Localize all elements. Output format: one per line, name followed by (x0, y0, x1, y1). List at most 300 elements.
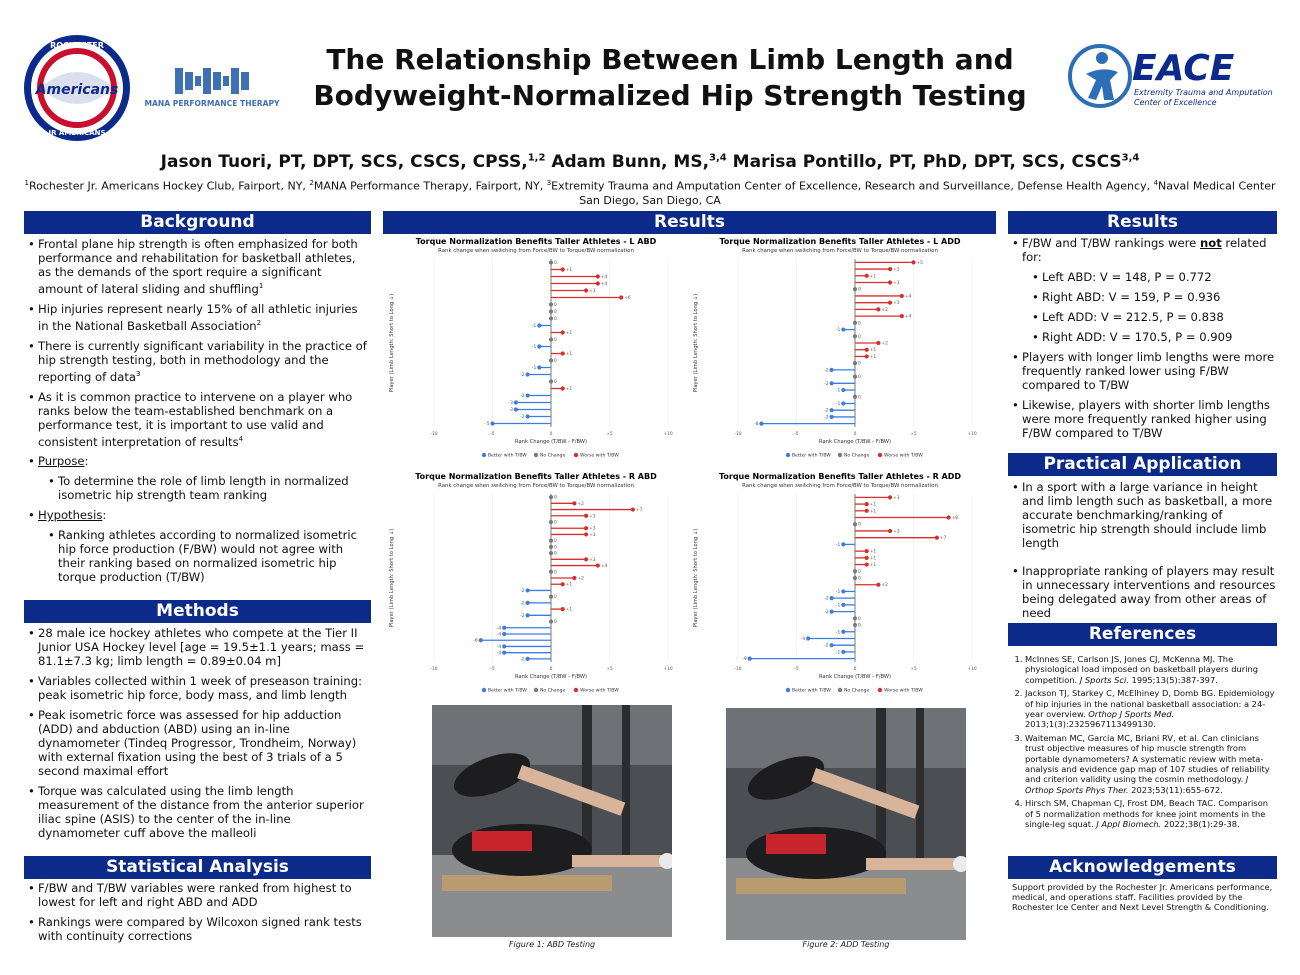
rank-change-label: +2 (577, 501, 584, 507)
reference-3-cite: 2023;53(11):655-672. (1128, 784, 1223, 795)
rank-change-label: -1 (531, 345, 537, 350)
eace-logo-line1: Extremity Trauma and Amputation (1134, 88, 1273, 97)
rank-change-point (561, 386, 565, 390)
rank-change-point (514, 407, 518, 411)
legend-swatch (878, 688, 882, 692)
x-tick-label: -10 (430, 432, 438, 437)
x-tick-label: -10 (734, 667, 742, 672)
legend-swatch (838, 688, 842, 692)
rank-change-point (830, 381, 834, 385)
rank-change-point (549, 337, 553, 341)
chart-title: Torque Normalization Benefits Taller Athletes - R ADD (718, 472, 962, 481)
rank-change-point (947, 515, 951, 519)
chart-subtitle: Rank change when switching from Force/BW to Torque/BW normalization (742, 483, 938, 489)
rank-change-point (572, 576, 576, 580)
rank-change-point (549, 316, 553, 320)
reference-4-body: Hirsch SM, Chapman CJ, Frost DM, Beach TAC. Comparison of 5 normalization methods for knee joint moments in the single-leg squat. (1025, 798, 1268, 830)
rank-change-label: +1 (869, 556, 877, 562)
methods-section (28, 626, 368, 846)
rank-change-point (526, 601, 530, 605)
chart-l-add (690, 235, 990, 465)
rank-change-point (596, 563, 600, 567)
rank-change-label: 0 (858, 576, 861, 582)
authors (0, 152, 1300, 172)
chart-subtitle: Rank change when switching from Force/BW to Torque/BW normalization (438, 483, 634, 489)
rank-change-point (853, 569, 857, 573)
background-point-4-text: As it is common practice to intervene on a player who ranks below the team-established benchmark on a performance test, it is important to use valid and consistent interpretation of results (38, 389, 353, 449)
chart-title: Torque Normalization Benefits Taller Athletes - L ADD (719, 237, 961, 246)
rank-change-point (876, 307, 880, 311)
rochester-logo-top: ROCHESTER (50, 41, 104, 50)
reference-3-body: Waiteman MC, Garcia MC, Briani RV, et al. Can clinicians trust objective measures of hip muscle strength from portable dynamometers? A systematic review with meta-analysis and evidence gap map of 107 studies of reliability and criterion validity using the cosmin methodology. (1025, 732, 1270, 785)
rank-change-point (841, 589, 845, 593)
purpose-item: • To determine the role of limb length in normalized isometric hip strength team ranking (48, 474, 368, 502)
rank-change-label: -4 (496, 644, 502, 650)
title-line-2: Bodyweight-Normalized Hip Strength Testing (313, 79, 1027, 112)
rank-change-label: +2 (881, 583, 888, 589)
rank-change-point (841, 401, 845, 405)
rank-change-label: +1 (565, 387, 573, 392)
references-section (1010, 654, 1278, 833)
results-center-heading: Results (383, 211, 996, 234)
rank-change-label: 0 (554, 570, 557, 576)
rank-change-point (888, 267, 892, 271)
rank-change-label: 0 (858, 321, 861, 327)
rank-change-label: 0 (554, 545, 557, 551)
rank-change-label: +6 (624, 296, 631, 301)
rank-change-label: +1 (869, 563, 877, 569)
rank-change-point (935, 536, 939, 540)
methods-point-4: • Torque was calculated using the limb length measurement of the distance from the anterior superior iliac spine (ASIS) to the center of the in-line dynamometer cuff above the malleoli (28, 784, 368, 840)
rank-change-label: +3 (893, 267, 900, 273)
rank-change-point (502, 651, 506, 655)
rank-change-label: 0 (554, 495, 557, 501)
author-2-affil: 3,4 (709, 152, 727, 164)
background-point-3 (28, 339, 368, 384)
rank-change-label: +1 (869, 354, 877, 360)
x-tick-label: -5 (794, 432, 799, 437)
rank-change-label: -2 (824, 610, 829, 616)
rank-change-point (888, 301, 892, 305)
x-axis-label: Rank Change (T/BW - F/BW) (515, 439, 587, 445)
rank-change-label: +1 (869, 509, 877, 515)
rank-change-point (584, 532, 588, 536)
rank-change-label: +7 (635, 508, 643, 514)
x-axis-label: Rank Change (T/BW - F/BW) (819, 439, 891, 445)
chart-title: Torque Normalization Benefits Taller Athletes - R ABD (415, 472, 657, 481)
hypothesis-label-item: • Hypothesis: (28, 508, 368, 522)
rank-change-point (853, 522, 857, 526)
rank-change-label: +1 (565, 331, 573, 336)
rank-change-label: -1 (835, 630, 841, 636)
rank-change-point (748, 657, 752, 661)
reference-3-journal: J Orthop Sports Phys Ther. (1025, 774, 1249, 795)
background-point-4-cite: 4 (238, 434, 244, 443)
rank-change-point (537, 344, 541, 348)
x-axis-label: Rank Change (T/BW - F/BW) (515, 674, 587, 680)
rank-change-label: 0 (858, 375, 861, 381)
chart-r-add (690, 470, 990, 700)
rank-change-point (830, 408, 834, 412)
chart-l-abd (386, 235, 686, 465)
rank-change-label: -2 (520, 613, 525, 619)
rank-change-point (841, 542, 845, 546)
rank-change-label: -1 (835, 589, 841, 595)
reference-4-journal: J Appl Biomech. (1096, 819, 1162, 830)
reference-3 (1025, 733, 1278, 795)
rank-change-point (759, 422, 763, 426)
rank-change-label: 0 (554, 551, 557, 557)
rank-change-point (502, 626, 506, 630)
reference-2-cite: 2013;1(3):2325967113499130. (1025, 719, 1156, 730)
rank-change-label: -1 (835, 401, 841, 407)
rank-change-point (502, 632, 506, 636)
rank-change-label: 0 (858, 361, 861, 367)
mana-logo-text: MANA PERFORMANCE THERAPY (144, 99, 280, 108)
rank-change-label: -3 (508, 401, 513, 406)
rochester-logo-bottom: JR AMERICANS (48, 129, 106, 137)
rank-change-point (549, 260, 553, 264)
rank-change-label: 0 (858, 616, 861, 622)
affiliation-4: Naval Medical Center San Diego, San Diego, CA (579, 179, 1276, 207)
affiliations (20, 176, 1280, 208)
title-line-1: The Relationship Between Limb Length and (326, 43, 1014, 76)
rank-change-point (549, 539, 553, 543)
background-point-4 (28, 390, 368, 449)
rank-change-label: +4 (600, 275, 608, 280)
rank-change-point (888, 495, 892, 499)
rank-change-point (561, 582, 565, 586)
rank-change-label: -2 (824, 596, 829, 602)
practical-section (1012, 480, 1278, 626)
rank-change-point (830, 643, 834, 647)
x-tick-label: 0 (853, 432, 857, 437)
purpose-label: Purpose (38, 454, 85, 469)
rank-change-label: 0 (554, 595, 557, 601)
reference-4-cite: 2022;38(1):29-38. (1161, 819, 1240, 830)
rank-change-label: -2 (824, 415, 829, 421)
rank-change-label: +3 (893, 495, 900, 501)
figure-1-caption: Figure 1: ABD Testing (508, 940, 596, 949)
x-tick-label: -10 (430, 667, 438, 672)
rank-change-label: +1 (869, 348, 877, 354)
rank-change-point (841, 630, 845, 634)
rank-change-point (841, 603, 845, 607)
rank-change-point (526, 414, 530, 418)
rank-change-label: 0 (858, 334, 861, 340)
methods-heading: Methods (24, 600, 371, 623)
result-right-add: • Right ADD: V = 170.5, P = 0.909 (1032, 330, 1278, 344)
rank-change-label: -2 (824, 381, 829, 387)
rank-change-point (631, 507, 635, 511)
rank-change-label: 0 (554, 520, 557, 526)
rank-change-label: -4 (496, 651, 502, 657)
rank-change-label: 0 (858, 522, 861, 528)
rank-change-point (561, 351, 565, 355)
x-tick-label: -10 (734, 432, 742, 437)
legend-swatch (482, 688, 486, 692)
rank-change-label: -2 (520, 415, 525, 420)
background-point-2 (28, 302, 368, 333)
legend-label: Worse with T/BW (884, 453, 923, 459)
background-point-1 (28, 237, 368, 296)
affiliation-2: MANA Performance Therapy, Fairport, NY, (313, 179, 547, 193)
rank-change-point (865, 556, 869, 560)
legend-swatch (534, 688, 538, 692)
rank-change-label: +3 (589, 514, 596, 520)
result-left-add: • Left ADD: V = 212.5, P = 0.838 (1032, 310, 1278, 324)
rank-change-point (537, 365, 541, 369)
rank-change-point (584, 557, 588, 561)
y-axis-label: Player (Limb Length: Short to Long ↓) (693, 293, 699, 393)
rank-change-label: -1 (835, 542, 841, 548)
rank-change-point (561, 330, 565, 334)
rank-change-point (549, 551, 553, 555)
rank-change-point (619, 295, 623, 299)
reference-2-body: Jackson TJ, Starkey C, McElhiney D, Domb BG. Epidemiology of hip injuries in the national basketball association: a 24-year overview. (1025, 688, 1275, 720)
rank-change-point (865, 502, 869, 506)
eace-logo-word: EACE (1132, 48, 1235, 89)
rank-change-label: -2 (824, 368, 829, 374)
affiliation-3: Extremity Trauma and Amputation Center of Excellence, Research and Surveillance, Defense Health Agency, (551, 179, 1154, 193)
rank-change-label: +3 (893, 529, 900, 535)
references-heading: References (1008, 623, 1277, 646)
x-tick-label: 0 (853, 667, 857, 672)
rank-change-label: +4 (600, 564, 608, 570)
rank-change-label: 0 (554, 338, 557, 343)
practical-heading: Practical Application (1008, 453, 1277, 476)
x-tick-label: +5 (606, 432, 613, 437)
legend-label: Worse with T/BW (580, 688, 619, 694)
mana-logo (140, 62, 285, 112)
rank-change-label: 0 (554, 317, 557, 322)
legend-label: Better with T/BW (792, 688, 831, 694)
rank-change-label: +8 (951, 516, 959, 522)
rank-change-point (888, 529, 892, 533)
results-point-1-post: related for: (1022, 236, 1267, 264)
rank-change-point (841, 388, 845, 392)
practical-point-1: • In a sport with a large variance in height and limb length such as basketball, a more accurate benchmarking/ranking of isometric hip strength should include limb length (1012, 480, 1278, 550)
rank-change-label: +1 (565, 352, 573, 357)
rank-change-label: +2 (881, 307, 888, 313)
x-tick-label: +10 (663, 667, 673, 672)
rank-change-point (900, 294, 904, 298)
rank-change-label: +1 (869, 549, 877, 555)
rank-change-point (865, 274, 869, 278)
affil-sup-1: 1 (24, 179, 29, 187)
rank-change-label: 0 (554, 261, 557, 266)
chart-svg (690, 235, 990, 465)
affil-sup-2: 2 (309, 179, 314, 187)
reference-1-cite: 1995;13(5):387-397. (1128, 674, 1218, 685)
x-axis-label: Rank Change (T/BW - F/BW) (819, 674, 891, 680)
rank-change-label: +3 (589, 532, 596, 538)
rank-change-label: -8 (754, 422, 759, 428)
background-point-3-cite: 3 (136, 369, 141, 378)
author-2: Adam Bunn, MS, (545, 152, 710, 172)
rank-change-label: -2 (520, 588, 525, 594)
legend-label: Worse with T/BW (580, 453, 619, 459)
rank-change-label: 0 (554, 620, 557, 626)
y-axis-label: Player (Limb Length: Short to Long ↓) (693, 528, 699, 628)
rank-change-label: 0 (858, 569, 861, 575)
background-section (28, 237, 368, 590)
rank-change-point (549, 545, 553, 549)
rank-change-point (853, 395, 857, 399)
results-point-1-not: not (1199, 236, 1222, 250)
rank-change-point (549, 309, 553, 313)
legend-swatch (574, 688, 578, 692)
legend-swatch (574, 453, 578, 457)
stats-point-1: • F/BW and T/BW variables were ranked from highest to lowest for left and right ABD and ADD (28, 881, 368, 909)
rank-change-label: 0 (554, 359, 557, 364)
practical-point-2: • Inappropriate ranking of players may result in unnecessary interventions and resources being delegated away from other areas of need (1012, 564, 1278, 620)
rank-change-point (572, 501, 576, 505)
rank-change-label: -4 (496, 632, 502, 638)
reference-4 (1025, 798, 1278, 829)
rank-change-label: -2 (520, 394, 525, 399)
rank-change-label: -4 (800, 636, 806, 642)
rank-change-point (830, 415, 834, 419)
chart-subtitle: Rank change when switching from Force/BW to Torque/BW normalization (742, 248, 938, 254)
rank-change-label: -3 (508, 408, 513, 413)
figure-2-caption: Figure 2: ADD Testing (802, 940, 890, 949)
results-point-1 (1012, 236, 1278, 264)
rank-change-point (549, 495, 553, 499)
rank-change-label: -2 (824, 643, 829, 649)
purpose-label-item: • Purpose: (28, 454, 368, 468)
rank-change-point (841, 650, 845, 654)
rank-change-point (549, 358, 553, 362)
rank-change-point (490, 421, 494, 425)
results-point-3: • Likewise, players with shorter limb lengths were more frequently ranked higher using F/BW compared to T/BW (1012, 398, 1278, 440)
rank-change-point (584, 526, 588, 530)
rank-change-label: +3 (589, 526, 596, 532)
rank-change-label: +1 (869, 502, 877, 508)
rank-change-point (853, 623, 857, 627)
rank-change-label: -4 (496, 626, 502, 632)
x-tick-label: -5 (794, 667, 799, 672)
legend-swatch (786, 453, 790, 457)
rank-change-point (549, 619, 553, 623)
rank-change-point (526, 613, 530, 617)
methods-point-2: • Variables collected within 1 week of preseason training: peak isometric hip force, body mass, and limb length (28, 674, 368, 702)
rank-change-point (526, 372, 530, 376)
rank-change-label: +1 (565, 582, 573, 588)
rank-change-point (561, 267, 565, 271)
rank-change-label: 0 (858, 395, 861, 401)
hypothesis-label: Hypothesis (38, 508, 103, 523)
rank-change-point (549, 570, 553, 574)
rank-change-label: -2 (520, 657, 525, 663)
legend-swatch (482, 453, 486, 457)
rank-change-label: -6 (473, 638, 478, 644)
acknowledgements-heading: Acknowledgements (1008, 856, 1277, 879)
rank-change-point (865, 354, 869, 358)
x-tick-label: -5 (490, 432, 495, 437)
background-point-2-cite: 2 (256, 318, 262, 327)
rank-change-point (865, 348, 869, 352)
rank-change-point (584, 514, 588, 518)
rank-change-point (865, 509, 869, 513)
rank-change-label: 0 (858, 623, 861, 629)
rank-change-label: 0 (554, 310, 557, 315)
rochester-americans-logo (22, 28, 132, 148)
rank-change-point (911, 260, 915, 264)
rank-change-point (514, 400, 518, 404)
chart-svg (386, 470, 686, 700)
rank-change-point (596, 274, 600, 278)
rank-change-point (853, 375, 857, 379)
chart-r-abd (386, 470, 686, 700)
stats-heading: Statistical Analysis (24, 856, 371, 879)
legend-swatch (838, 453, 842, 457)
rank-change-point (865, 549, 869, 553)
rank-change-point (549, 302, 553, 306)
rank-change-point (900, 314, 904, 318)
rank-change-label: -2 (520, 601, 525, 607)
rank-change-point (841, 327, 845, 331)
rank-change-label: +4 (600, 282, 608, 287)
chart-svg (386, 235, 686, 465)
rank-change-label: -2 (824, 408, 829, 414)
rank-change-label: -1 (835, 650, 841, 656)
rank-change-point (830, 368, 834, 372)
x-tick-label: +10 (663, 432, 673, 437)
rank-change-point (830, 596, 834, 600)
rank-change-point (526, 588, 530, 592)
x-tick-label: 0 (549, 432, 553, 437)
reference-2 (1025, 688, 1278, 730)
rank-change-label: +4 (904, 294, 912, 300)
author-3-affil: 3,4 (1121, 152, 1140, 164)
methods-point-1: • 28 male ice hockey athletes who compete at the Tier II Junior USA Hockey level [age = 19.5±1.1 years; mass = 81.1±7.3 kg; limb length = 0.89±0.04 m] (28, 626, 368, 668)
rank-change-point (888, 280, 892, 284)
rank-change-label: 0 (554, 303, 557, 308)
rank-change-point (853, 321, 857, 325)
reference-1-body: McInnes SE, Carlson JS, Jones CJ, McKenna MJ. The physiological load imposed on basketball players during competition. (1025, 654, 1259, 685)
x-tick-label: +5 (606, 667, 613, 672)
results-right-heading: Results (1008, 211, 1277, 234)
legend-label: No Change (540, 453, 566, 459)
rank-change-label: -1 (835, 603, 841, 609)
legend-label: No Change (844, 688, 870, 694)
x-tick-label: +5 (910, 432, 917, 437)
rank-change-label: -5 (485, 422, 490, 427)
rank-change-point (596, 281, 600, 285)
rank-change-point (853, 287, 857, 291)
rank-change-point (502, 644, 506, 648)
eace-logo-line2: Center of Excellence (1134, 98, 1217, 107)
results-point-1-pre: F/BW and T/BW rankings were (1022, 236, 1200, 250)
background-heading: Background (24, 211, 371, 234)
rank-change-label: +3 (589, 289, 596, 294)
hypothesis-item: • Ranking athletes according to normalized isometric hip force production (F/BW) would not agree with their ranking based on normalized isometric hip torque production (T/BW) (48, 528, 368, 584)
rochester-logo-script: Americans (35, 82, 119, 98)
legend-label: Better with T/BW (792, 453, 831, 459)
rank-change-label: 0 (858, 287, 861, 293)
rank-change-point (853, 576, 857, 580)
rank-change-label: 0 (554, 380, 557, 385)
y-axis-label: Player (Limb Length: Short to Long ↓) (389, 293, 395, 393)
reference-1-journal: J Sports Sci. (1079, 674, 1129, 685)
rank-change-label: -9 (742, 657, 747, 663)
rank-change-label: +1 (565, 268, 573, 273)
x-tick-label: +5 (910, 667, 917, 672)
rank-change-label: -1 (835, 388, 841, 394)
legend-swatch (534, 453, 538, 457)
rank-change-point (853, 334, 857, 338)
